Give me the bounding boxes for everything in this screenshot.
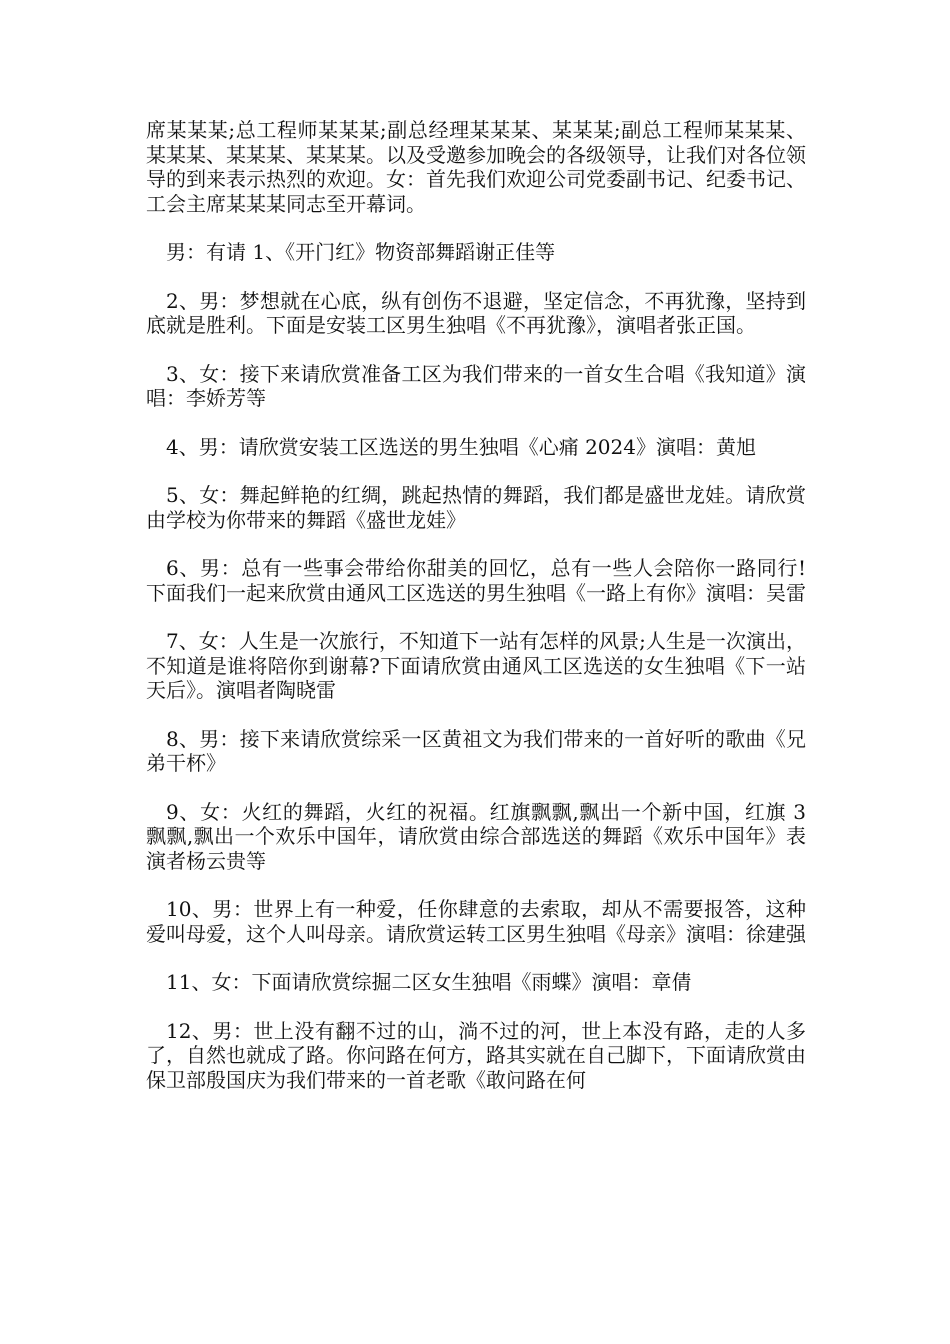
document-body <box>146 118 806 1116</box>
paragraph-program-9: 9、女：火红的舞蹈，火红的祝福。红旗飘飘,飘出一个新中国，红旗 3 飘飘,飘出一个欢乐中国年，请欣赏由综合部选送的舞蹈《欢乐中国年》表演者杨云贵等 <box>146 799 806 873</box>
paragraph-program-5: 5、女：舞起鲜艳的红绸，跳起热情的舞蹈，我们都是盛世龙娃。请欣赏由学校为你带来的舞蹈《盛世龙娃》 <box>146 483 806 532</box>
paragraph-opening: 席某某某;总工程师某某某;副总经理某某某、某某某;副总工程师某某某、某某某、某某某、某某某。以及受邀参加晚会的各级领导，让我们对各位领导的到来表示热烈的欢迎。女：首先我们欢迎公司党委副书记、纪委书记、工会主席某某某同志至开幕词。 <box>146 118 806 216</box>
paragraph-program-4: 4、男：请欣赏安装工区选送的男生独唱《心痛 2024》演唱：黄旭 <box>166 434 756 459</box>
paragraph-program-3: 3、女：接下来请欣赏准备工区为我们带来的一首女生合唱《我知道》演唱：李娇芳等 <box>146 361 806 410</box>
paragraph-program-8: 8、男：接下来请欣赏综采一区黄祖文为我们带来的一首好听的歌曲《兄弟干杯》 <box>146 726 806 775</box>
paragraph-program-2: 2、男：梦想就在心底，纵有创伤不退避，坚定信念，不再犹豫，坚持到底就是胜利。下面是安装工区男生独唱《不再犹豫》，演唱者张正国。 <box>146 288 806 337</box>
paragraph-program-1: 男：有请 1、《开门红》物资部舞蹈谢正佳等 <box>166 240 556 264</box>
paragraph-program-12: 12、男：世上没有翻不过的山，淌不过的河，世上本没有路，走的人多了，自然也就成了路。你问路在何方，路其实就在自己脚下，下面请欣赏由保卫部殷国庆为我们带来的一首老歌《敢问路在何 <box>146 1018 806 1092</box>
paragraph-program-10: 10、男：世界上有一种爱，任你肆意的去索取，却从不需要报答，这种爱叫母爱，这个人叫母亲。请欣赏运转工区男生独唱《母亲》演唱：徐建强 <box>146 897 806 946</box>
paragraph-program-6: 6、男：总有一些事会带给你甜美的回忆，总有一些人会陪你一路同行!下面我们一起来欣赏由通风工区选送的男生独唱《一路上有你》演唱：吴雷 <box>146 556 806 605</box>
paragraph-program-11: 11、女：下面请欣赏综掘二区女生独唱《雨蝶》演唱：章倩 <box>166 970 692 994</box>
paragraph-program-7: 7、女：人生是一次旅行，不知道下一站有怎样的风景;人生是一次演出，不知道是谁将陪你到谢幕?下面请欣赏由通风工区选送的女生独唱《下一站天后》。演唱者陶晓雷 <box>146 629 806 702</box>
